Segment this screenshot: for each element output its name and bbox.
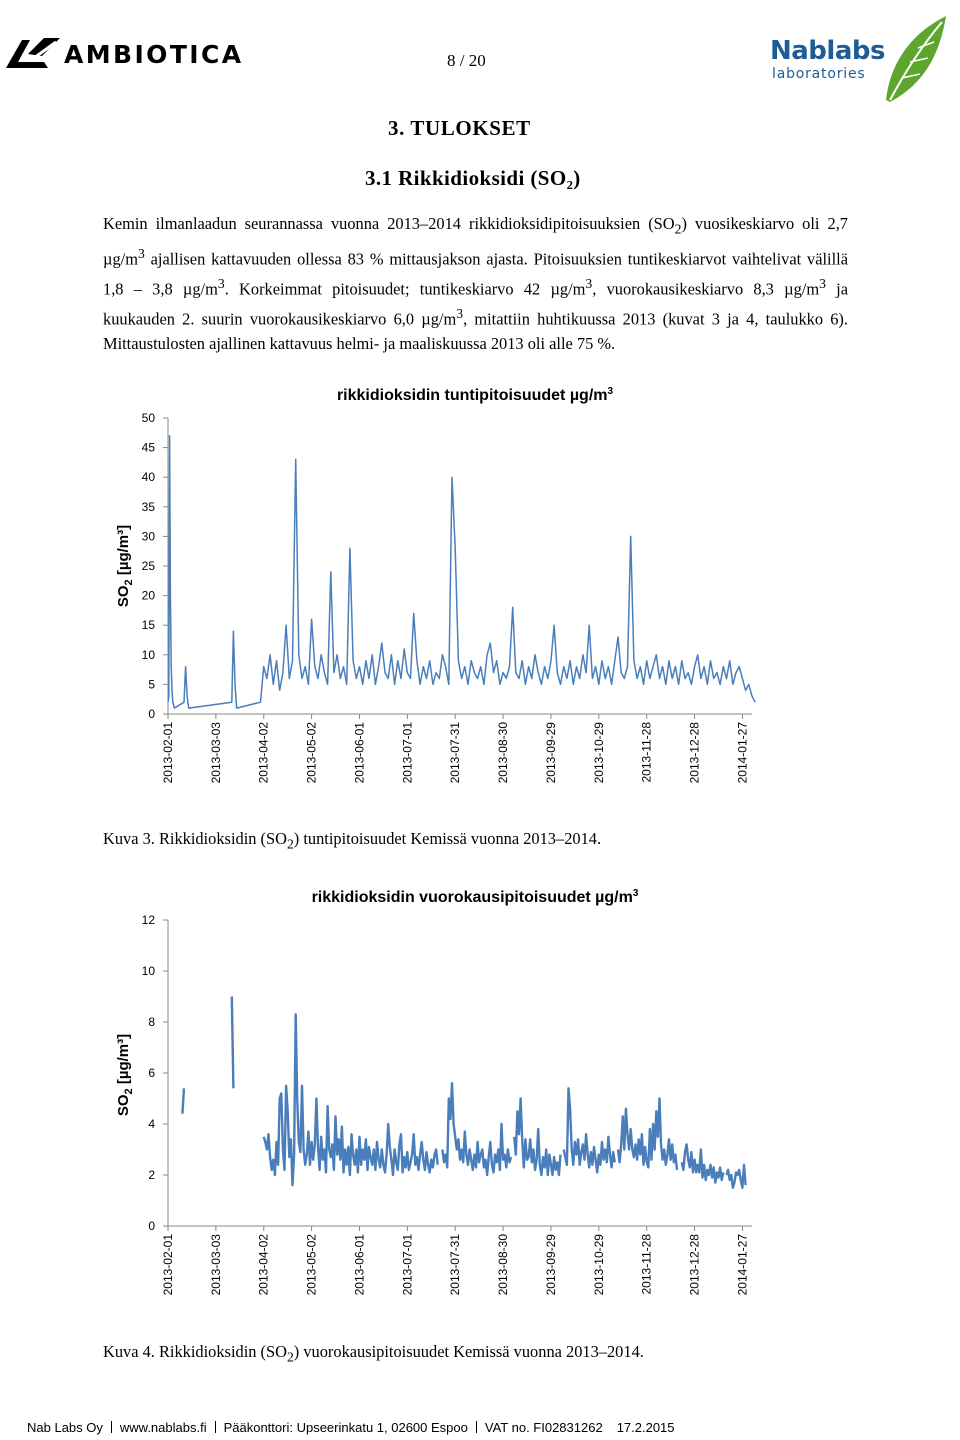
y-tick-label: 20 <box>141 588 155 603</box>
x-tick-label: 2014-01-27 <box>735 1234 750 1296</box>
x-tick-label: 2013-04-02 <box>256 1234 271 1296</box>
x-tick-label: 2013-12-28 <box>687 722 702 784</box>
page-footer <box>27 1420 675 1435</box>
x-tick-label: 2013-11-28 <box>639 722 654 783</box>
series-line <box>727 1165 746 1188</box>
x-tick-label: 2013-07-31 <box>448 1234 463 1296</box>
y-tick-label: 40 <box>141 470 155 485</box>
x-tick-label: 2013-10-29 <box>591 1234 606 1296</box>
y-tick-label: 4 <box>148 1117 155 1131</box>
series-line <box>182 1088 184 1114</box>
footer-vat: VAT no. FI02831262 <box>484 1420 603 1435</box>
chart-title-superscript: 3 <box>632 888 639 899</box>
chart-title-superscript: 3 <box>607 386 614 397</box>
y-axis-label: $SO_2$ [µg/m³] <box>115 1033 135 1117</box>
x-tick-label: 2013-05-02 <box>304 1234 319 1296</box>
footer-separator <box>215 1421 216 1433</box>
footer-address: Pääkonttori: Upseerinkatu 1, 02600 Espoo <box>223 1420 468 1435</box>
y-tick-label: 0 <box>148 707 155 721</box>
ambiotica-mark-icon <box>4 34 62 74</box>
daily-so2-chart <box>100 880 870 1320</box>
footer-separator <box>603 1421 617 1433</box>
footer-company: Nab Labs Oy <box>27 1420 103 1435</box>
footer-date: 17.2.2015 <box>616 1420 675 1435</box>
page-header <box>0 0 960 110</box>
series-line <box>514 1099 560 1176</box>
x-tick-label: 2013-03-03 <box>208 722 223 784</box>
hourly-so2-chart-svg <box>100 378 870 808</box>
x-tick-label: 2013-10-29 <box>591 722 606 784</box>
figure-caption-kuva3: Kuva 3. Rikkidioksidin $(SO_2)$ tuntipitoisuudet Kemissä vuonna 2013–2014. <box>103 829 602 852</box>
series-line <box>618 1099 677 1170</box>
x-tick-label: 2013-06-01 <box>352 722 367 784</box>
x-tick-label: 2013-02-01 <box>161 1234 175 1296</box>
y-tick-label: 5 <box>148 677 155 692</box>
section-heading: 3. TULOKSET <box>388 116 531 140</box>
x-tick-label: 2013-07-31 <box>448 722 463 784</box>
daily-so2-chart-svg <box>100 880 870 1320</box>
x-tick-label: 2014-01-27 <box>735 722 750 784</box>
x-tick-label: 2013-11-28 <box>639 1234 654 1295</box>
y-tick-label: 15 <box>141 618 155 633</box>
x-tick-label: 2013-07-01 <box>400 1234 415 1296</box>
x-tick-label: 2013-02-01 <box>161 722 175 784</box>
ambiotica-wordmark: AMBIOTICA <box>64 39 244 69</box>
y-tick-label: 45 <box>141 440 155 455</box>
x-tick-label: 2013-05-02 <box>304 722 319 784</box>
nablabs-logo-name: Nablabs <box>770 36 885 66</box>
series-line <box>168 436 755 708</box>
y-axis-label: $SO_2$ [µg/m³] <box>115 524 135 608</box>
nablabs-logo <box>764 14 954 106</box>
ambiotica-logo <box>4 34 244 74</box>
chart-title: rikkidioksidin tuntipitoisuudet $\mu g/m^3$ <box>336 386 614 404</box>
nablabs-logo-subtitle: laboratories <box>772 66 866 82</box>
series-line <box>232 997 234 1089</box>
y-axis-label-unit: [µg/m³] <box>115 1033 132 1089</box>
y-tick-label: 2 <box>148 1168 155 1182</box>
x-tick-label: 2013-09-29 <box>543 1234 558 1296</box>
x-tick-label: 2013-08-30 <box>496 1234 511 1296</box>
y-tick-label: 12 <box>141 913 155 927</box>
y-tick-label: 10 <box>141 647 155 662</box>
y-tick-label: 10 <box>141 964 155 978</box>
y-tick-label: 6 <box>148 1066 155 1080</box>
series-line <box>264 1014 438 1185</box>
y-axis-label-unit: [µg/m³] <box>115 524 132 580</box>
footer-separator <box>476 1421 477 1433</box>
subsection-heading: 3.1 Rikkidioksidi (SO₂) <box>365 166 581 190</box>
footer-separator <box>111 1421 112 1433</box>
x-tick-label: 2013-03-03 <box>208 1234 223 1296</box>
y-axis-label-subscript: 2 <box>123 1088 135 1095</box>
series-line <box>564 1088 615 1172</box>
y-tick-label: 25 <box>141 559 155 573</box>
page-number: 8 / 20 <box>447 51 486 70</box>
series-line <box>442 1083 511 1175</box>
y-tick-label: 50 <box>141 411 155 425</box>
results-paragraph: Kemin ilmanlaadun seurannassa vuonna 2013–2014 rikkidioksidipitoisuuksien $(SO_2)$ vuosikeskiarvo oli 2,7 $\mu g/m^3$ ajallisen kattavuuden ollessa 83 % mittausjakson ajasta. Pitoisuuksien tuntikeskiarvot vaihtelivat välillä 1,8 – 3,8 $\mu g/m^3$. Korkeimmat pitoisuudet; tuntikeskiarvo 42 $\mu g/m^3$, vuorokausikeskiarvo 8,3 $\mu g/m^3$ ja kuukauden 2. suurin vuorokausikeskiarvo 6,0 $\mu g/m^3$, mitattiin huhtikuussa 2013 (kuvat 3 ja 4, taulukko 6). Mittaustulosten ajallinen kattavuus helmi- ja maaliskuussa 2013 oli alle 75 %. <box>103 214 848 354</box>
y-tick-label: 30 <box>141 529 155 544</box>
x-tick-label: 2013-09-29 <box>543 722 558 784</box>
y-tick-label: 0 <box>148 1219 155 1233</box>
y-tick-label: 8 <box>148 1015 155 1029</box>
series-line <box>682 1144 724 1182</box>
x-tick-label: 2013-08-30 <box>496 722 511 784</box>
hourly-so2-chart <box>100 378 870 808</box>
x-tick-label: 2013-06-01 <box>352 1234 367 1296</box>
leaf-icon <box>880 14 950 106</box>
y-axis-label-subscript: 2 <box>123 579 135 586</box>
figure-caption-kuva4: Kuva 4. Rikkidioksidin $(SO_2)$ vuorokausipitoisuudet Kemissä vuonna 2013–2014. <box>103 1342 644 1365</box>
x-tick-label: 2013-04-02 <box>256 722 271 784</box>
footer-website[interactable]: www.nablabs.fi <box>119 1420 207 1435</box>
y-tick-label: 35 <box>141 499 155 514</box>
x-tick-label: 2013-12-28 <box>687 1234 702 1296</box>
x-tick-label: 2013-07-01 <box>400 722 415 784</box>
chart-title: rikkidioksidin vuorokausipitoisuudet $\mu g/m^3$ <box>311 888 639 906</box>
